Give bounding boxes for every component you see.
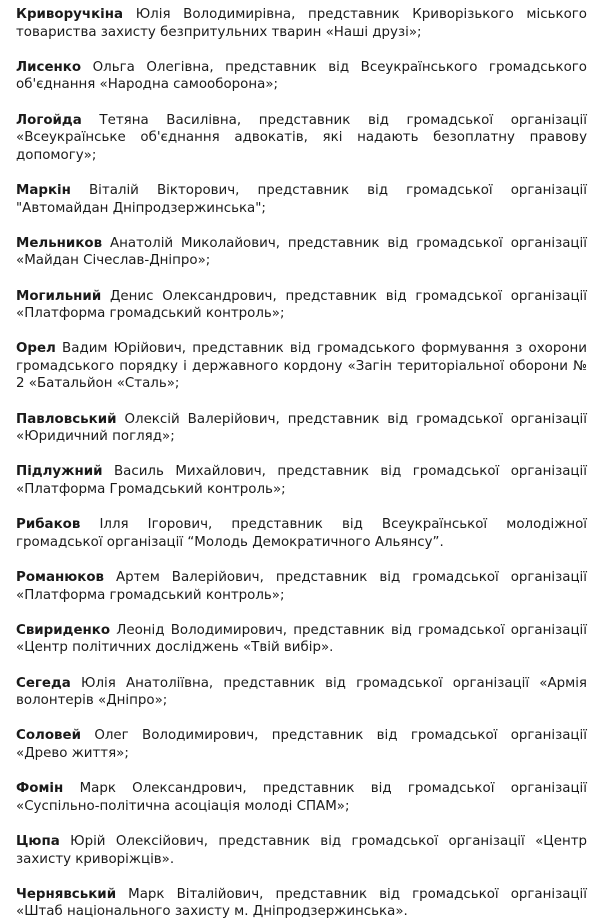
list-item <box>16 675 587 710</box>
list-item <box>16 6 587 41</box>
member-details: Юрій Олексійович, представник від громадської організації «Центр захисту криворіжців». <box>16 833 587 867</box>
list-item <box>16 340 587 393</box>
member-surname: Свириденко <box>16 622 111 638</box>
member-details: Ольга Олегівна, представник від Всеукраїнського громадського об'єднання «Народна самооборона»; <box>16 59 587 93</box>
member-details: Віталій Вікторович, представник від громадської організації "Автомайдан Дніпродзержинська"; <box>16 182 587 216</box>
list-item <box>16 182 587 217</box>
member-surname: Цюпа <box>16 833 60 849</box>
member-details: Ілля Ігорович, представник від Всеукраїнської молодіжної громадської організації “Молодь Демократичного Альянсу”. <box>16 517 587 550</box>
list-item <box>16 411 587 446</box>
list-item <box>16 622 587 657</box>
member-details: Марк Олександрович, представник від громадської організації «Суспільно-політична асоціація молоді СПАМ»; <box>16 781 587 814</box>
member-surname: Маркін <box>16 182 71 198</box>
list-item <box>16 833 587 868</box>
list-item <box>16 569 587 604</box>
member-details: Вадим Юрійович, представник від громадського формування з охорони громадського порядку і державного кордону «Загін територіальної оборони № 2 «Батальйон «Сталь»; <box>16 341 587 392</box>
list-item <box>16 780 587 815</box>
member-surname: Чернявський <box>16 886 117 902</box>
member-surname: Мельников <box>16 235 103 251</box>
list-item <box>16 288 587 323</box>
member-details: Олег Володимирович, представник від громадської організації «Древо життя»; <box>16 728 587 761</box>
member-details: Денис Олександрович, представник від громадської організації «Платформа громадський контроль»; <box>16 288 587 322</box>
list-item <box>16 59 587 94</box>
list-item <box>16 463 587 498</box>
list-item <box>16 112 587 165</box>
member-details: Юлія Анатоліївна, представник від громадської організації «Армія волонтерів «Дніпро»; <box>16 675 587 709</box>
member-details: Марк Віталійович, представник від громадської організації «Штаб національного захисту м. Дніпродзержинська». <box>16 886 587 920</box>
member-details: Тетяна Василівна, представник від громадської організації «Всеукраїнське об'єднання адвокатів, які надають безоплатну правову допомогу»; <box>16 112 587 163</box>
member-surname: Соловей <box>16 728 81 744</box>
member-surname: Фомін <box>16 781 64 797</box>
member-surname: Рибаков <box>16 517 81 533</box>
member-details: Василь Михайлович, представник від громадської організації «Платформа Громадський контроль»; <box>16 464 587 498</box>
member-surname: Павловський <box>16 411 117 427</box>
member-surname: Могильний <box>16 288 102 304</box>
list-item <box>16 727 587 762</box>
member-surname: Романюков <box>16 570 105 585</box>
member-surname: Підлужний <box>16 464 103 480</box>
member-surname: Орел <box>16 341 56 357</box>
list-item <box>16 516 587 551</box>
member-details: Олексій Валерійович, представник від громадської організації «Юридичний погляд»; <box>16 411 587 445</box>
member-details: Леонід Володимирович, представник від громадської організації «Центр політичних досліджень «Твій вибір». <box>16 622 587 656</box>
member-surname: Криворучкіна <box>16 7 124 22</box>
member-surname: Лисенко <box>16 59 82 75</box>
member-surname: Логойда <box>16 112 82 128</box>
member-details: Юлія Володимирівна, представник Криворізького міського товариства захисту безпритульних тварин «Наші друзі»; <box>16 7 587 40</box>
list-item <box>16 886 587 921</box>
list-item <box>16 235 587 270</box>
member-details: Артем Валерійович, представник від громадської організації «Платформа громадський контроль»; <box>16 570 588 603</box>
member-surname: Сегеда <box>16 675 71 691</box>
member-details: Анатолій Миколайович, представник від громадської організації «Майдан Січеслав-Дніпро»; <box>16 235 587 269</box>
